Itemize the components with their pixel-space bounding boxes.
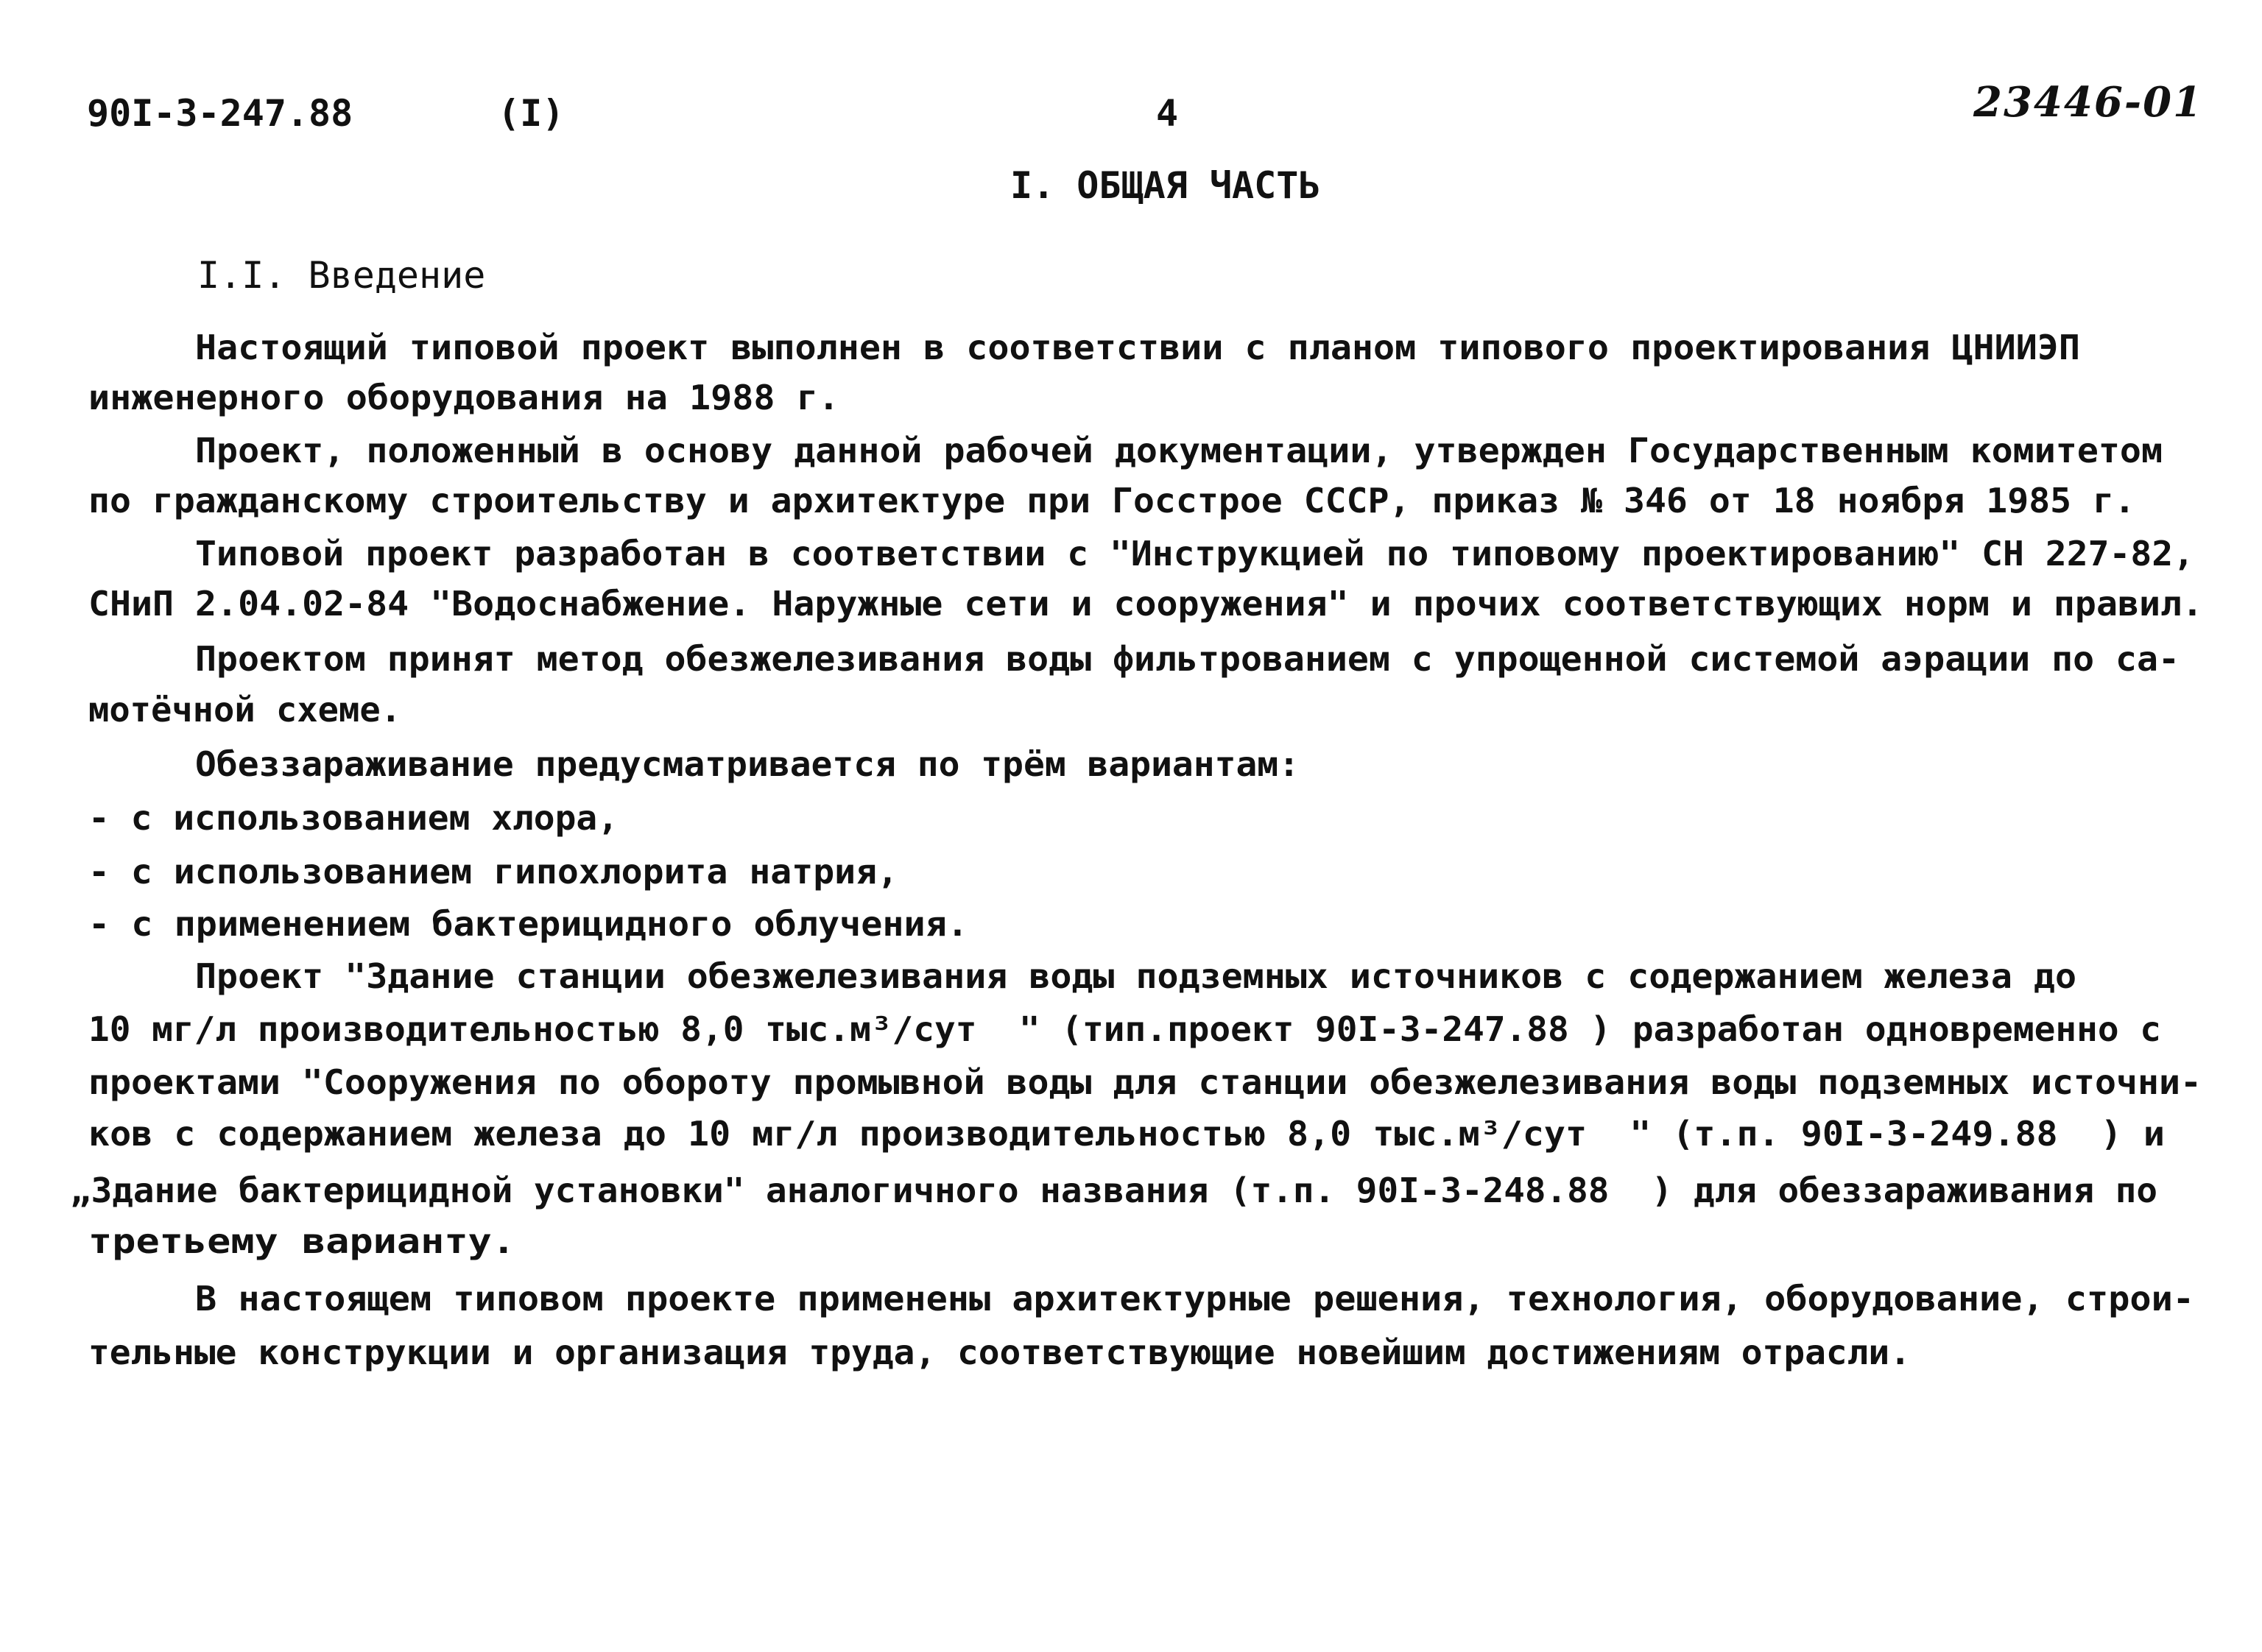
text-line: ков с содержанием железа до 10 мг/л производительностью 8,0 тыс.м³/сут " (т.п. 90I-3-249.88 ) и: [88, 1114, 2165, 1154]
text-line: „Здание бактерицидной установки" аналогичного названия (т.п. 90I-3-248.88 ) для обеззараживания по: [70, 1171, 2157, 1210]
text-line: инженерного оборудования на 1988 г.: [88, 378, 839, 417]
text-line: Типовой проект разработан в соответствии с "Инструкцией по типовому проектированию" СН 227-82,: [195, 534, 2194, 573]
text-line: СНиП 2.04.02-84 "Водоснабжение. Наружные сети и сооружения" и прочих соответствующих норм и правил.: [88, 584, 2204, 624]
album-number: (I): [498, 92, 565, 135]
text-line: проектами "Сооружения по обороту промывной воды для станции обезжелезивания воды подземных источни-: [88, 1062, 2202, 1102]
text-line: - с использованием хлора,: [88, 798, 619, 838]
text-line: тельные конструкции и организация труда, соответствующие новейшим достижениям отрасли.: [88, 1332, 1911, 1372]
text-line: В настоящем типовом проекте применены архитектурные решения, технология, оборудование, строи-: [195, 1279, 2194, 1319]
text-line: третьему варианту.: [88, 1221, 515, 1261]
text-line: 10 мг/л производительностью 8,0 тыс.м³/сут " (тип.проект 90I-3-247.88 ) разработан одновременно с: [88, 1009, 2161, 1049]
text-line: Обеззараживание предусматривается по трём вариантам:: [195, 744, 1300, 784]
text-line: мотёчной схеме.: [88, 690, 401, 730]
text-line: - с применением бактерицидного облучения.: [88, 904, 969, 944]
section-title: I. ОБЩАЯ ЧАСТЬ: [1010, 164, 1321, 207]
page-number: 4: [1156, 92, 1179, 135]
text-line: Проектом принят метод обезжелезивания воды фильтрованием с упрощенной системой аэрации по са-: [195, 639, 2180, 679]
subsection-title: I.I. Введение: [197, 254, 486, 297]
doc-code: 90I-3-247.88: [87, 92, 353, 135]
text-line: - с использованием гипохлорита натрия,: [88, 852, 898, 892]
handwritten-inventory-number: 23446-01: [1973, 78, 2203, 127]
text-line: Проект, положенный в основу данной рабочей документации, утвержден Государственным комитетом: [195, 431, 2163, 470]
text-line: Проект "Здание станции обезжелезивания воды подземных источников с содержанием железа до: [195, 956, 2076, 996]
text-line: Настоящий типовой проект выполнен в соответствии с планом типового проектирования ЦНИИЭП: [195, 328, 2080, 367]
text-line: по гражданскому строительству и архитектуре при Госстрое СССР, приказ № 346 от 18 ноября 1985 г.: [88, 481, 2136, 520]
